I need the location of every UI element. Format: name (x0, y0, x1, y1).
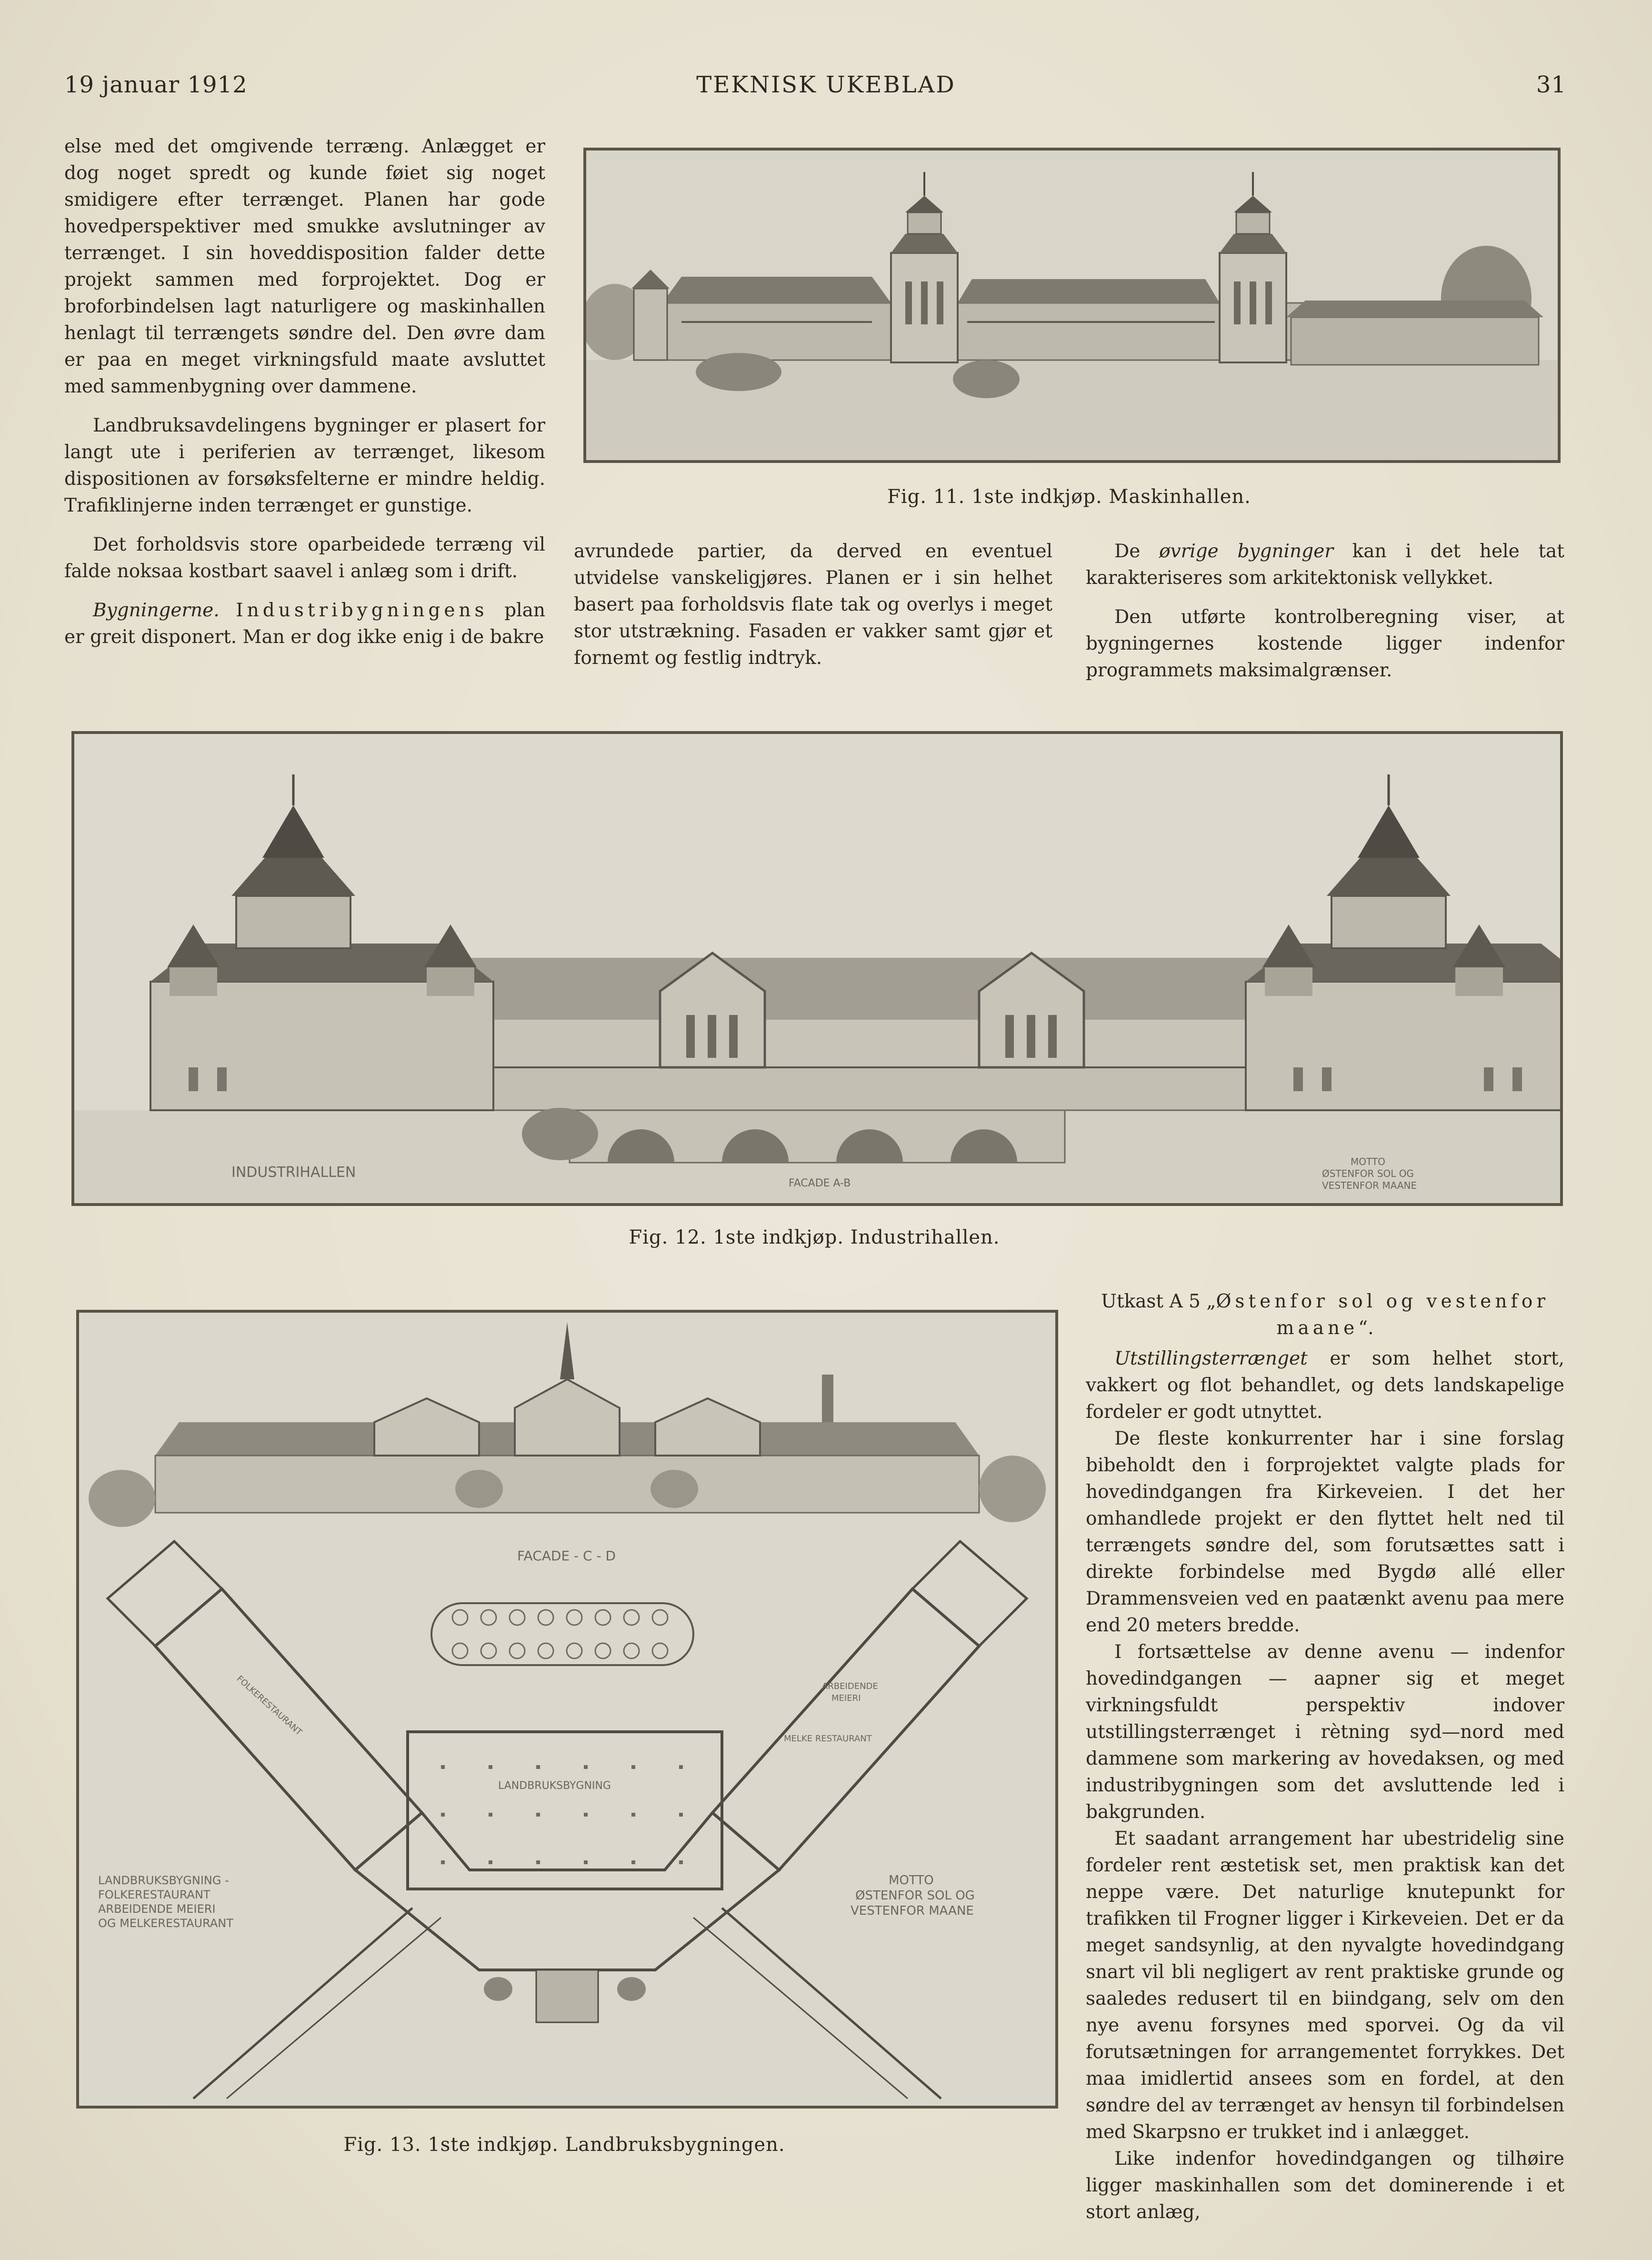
maskinhallen-drawing (586, 151, 1558, 460)
figure-13-caption: Fig. 13. 1ste indkjøp. Landbruksbygningen. (343, 2134, 785, 2156)
facade-c-d-label: FACADE - C - D (517, 1548, 616, 1564)
paragraph: Et saadant arrangement har ubestridelig sine fordeler rent æstetisk set, men praktisk kan det neppe være. Det naturlige knutepunkt for trafikken til Frogner ligger i Kirkeveien. Det er da meget sandsynlig, at den nyvalgte hovedindgang snart vil bli negligert av rent praktiske grunde og saaledes redusert til en biindgang, selv om den nye avenu forsynes med sporvei. Og da vil forutsætningen for arrangementet forrykkes. Det maa imidlertid ansees som en fordel, at den søndre del av terrænget av hensyn til forbindelsen med Skarpsno er trukket ind i anlægget. (1086, 1828, 1564, 2143)
folkerestaurant-label: FOLKERESTAURANT (234, 1674, 304, 1738)
motto-label: ØSTENFOR SOL OG (1322, 1168, 1414, 1179)
figure-11-maskinhallen (583, 148, 1561, 463)
landbruk-label: ARBEIDENDE MEIERI (98, 1902, 216, 1916)
paragraph-text: De (1114, 541, 1141, 562)
figure-13-landbruksbygningen (76, 1310, 1058, 2109)
left-column (64, 133, 545, 663)
figure-12-caption: Fig. 12. 1ste indkjøp. Industrihallen. (629, 1226, 1000, 1248)
paragraph: Det forholdsvis store oparbeidede terræng vil falde noksaa kostbart saavel i anlæg som i drift. (64, 534, 545, 582)
heading-end: “. (1358, 1317, 1374, 1339)
paragraph: Den utførte kontrolberegning viser, at bygningernes kostende ligger indenfor programmets maksimalgrænser. (1086, 606, 1564, 681)
header-page-number: 31 (1536, 71, 1566, 98)
wing-right-label: MEIERI (831, 1693, 861, 1703)
industrihallen-drawing (74, 734, 1560, 1203)
motto-label: ØSTENFOR SOL OG (855, 1888, 975, 1903)
figure-12-industrihallen (71, 731, 1563, 1206)
paragraph-text: er som helhet stort, vakkert og flot behandlet, og dets landskapelige fordeler er godt utnyttet. (1086, 1348, 1564, 1423)
header-date: 19 januar 1912 (64, 71, 248, 98)
paragraph: I fortsættelse av denne avenu — indenfor hovedindgangen — aapner sig et meget virkningsfuldt perspektiv indover utstillingsterrænget i rètning syd—nord med dammene som markering av hovedaksen, og med industribygningen som det avsluttende led i bakgrunden. (1086, 1641, 1564, 1823)
paragraph (64, 597, 545, 651)
paragraph: avrundede partier, da derved en eventuel utvidelse vanskeligjøres. Planen er i sin helhet basert paa forholdsvis flate tak og overlys i meget stor utstrækning. Fasaden er vakker samt gjør et fornemt og festlig indtryk. (574, 541, 1052, 669)
paragraph-text: kan i det hele tat karakteriseres som arkitektonisk vellykket. (1086, 541, 1564, 589)
heading-lead: Utkast A 5 „ (1101, 1291, 1216, 1312)
right-column-bottom (1086, 1288, 1564, 2226)
landbruksbygning-plan-label: LANDBRUKSBYGNING (498, 1780, 611, 1792)
spaced-term: Industribygningens (236, 600, 488, 621)
wing-right-label: MELKE RESTAURANT (784, 1734, 872, 1744)
section-heading (1086, 1288, 1564, 1342)
paragraph: Landbruksavdelingens bygninger er plasert for langt ute i periferien av terrænget, likesom dispositionen av forsøksfelterne er mindre heldig. Trafiklinjerne inden terrænget er gunstige. (64, 415, 545, 516)
motto-label: MOTTO (889, 1873, 934, 1888)
paragraph: else med det omgivende terræng. Anlægget er dog noget spredt og kunde føiet sig noget smidigere efter terrænget. Planen har gode hovedperspektiver med smukke avslutninger av terrænget. I sin hoveddisposition falder dette projekt sammen med forprojektet. Dog er broforbindelsen lagt naturligere og maskinhallen henlagt til terrængets søndre del. Den øvre dam er paa en meget virkningsfuld maate avsluttet med sammenbygning over dammene. (64, 136, 545, 397)
paragraph: Like indenfor hovedindgangen og tilhøire ligger maskinhallen som det dominerende i et stort anlæg, (1086, 2148, 1564, 2223)
paragraph (1086, 1346, 1564, 1426)
facade-label: FACADE A-B (789, 1177, 851, 1189)
industrihallen-label: INDUSTRIHALLEN (231, 1164, 356, 1181)
landbruksbygningen-drawing (79, 1313, 1055, 2106)
landbruk-label: LANDBRUKSBYGNING - (98, 1874, 229, 1887)
italic-term: øvrige bygninger (1159, 541, 1333, 562)
paragraph (1086, 538, 1564, 592)
middle-column (574, 538, 1052, 684)
heading-motto: Østenfor sol og vestenfor maane (1216, 1291, 1550, 1339)
paragraph: De fleste konkurrenter har i sine forslag bibeholdt den i forprojektet valgte plads for hovedindgangen fra Kirkeveien. I det her omhandlede projekt er den flyttet helt ned til terrængets søndre del, som forutsættes satt i direkte forbindelse med Bygdø allé eller Drammensveien ved en paatænkt avenu paa mere end 20 meters bredde. (1086, 1428, 1564, 1636)
italic-term: Utstillingsterrænget (1114, 1348, 1308, 1369)
landbruk-label: FOLKERESTAURANT (98, 1888, 210, 1901)
motto-label: MOTTO (1351, 1156, 1385, 1167)
landbruk-label: OG MELKERESTAURANT (98, 1917, 233, 1930)
motto-label: VESTENFOR MAANE (1322, 1180, 1417, 1191)
section-lead: Bygningerne. (93, 600, 220, 621)
motto-label: VESTENFOR MAANE (851, 1904, 974, 1918)
header-journal-title: TEKNISK UKEBLAD (696, 71, 956, 98)
paragraph-text: plan er greit disponert. Man er dog ikke enig i de bakre (64, 600, 545, 648)
figure-11-caption: Fig. 11. 1ste indkjøp. Maskinhallen. (887, 486, 1251, 508)
right-column-top (1086, 538, 1564, 696)
wing-right-label: ARBEIDENDE (822, 1681, 878, 1691)
